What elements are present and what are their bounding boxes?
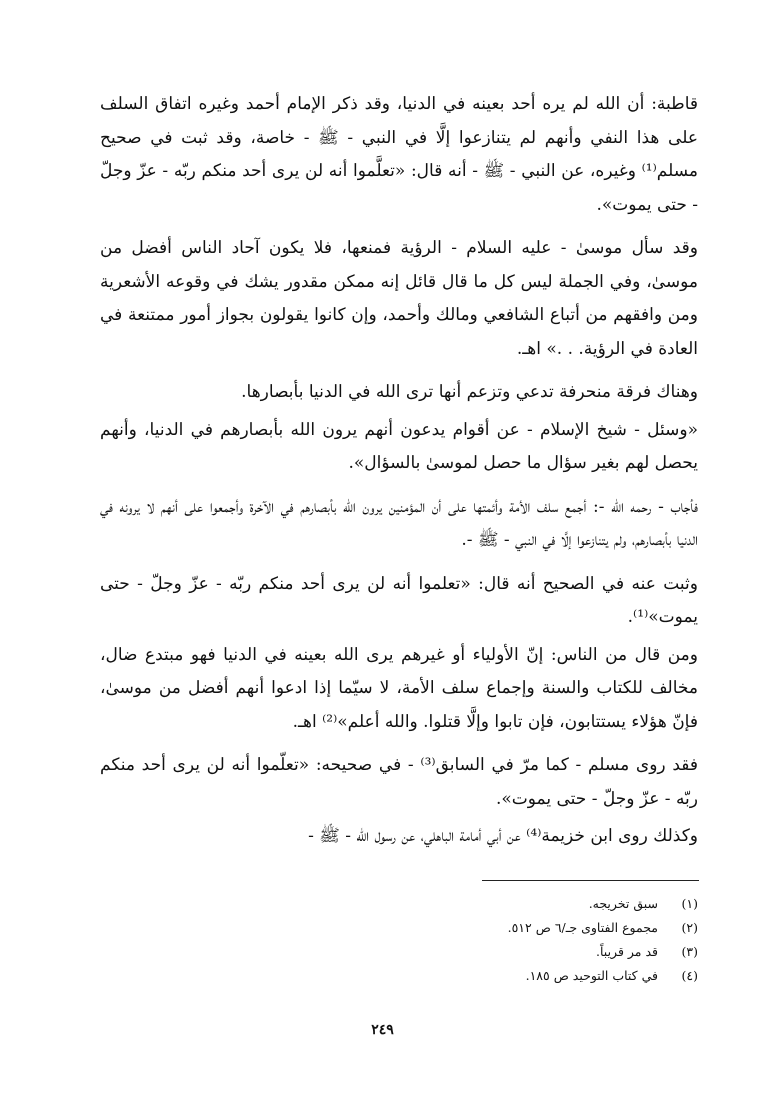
paragraph: وثبت عنه في الصحيح أنه قال: «تعلموا أنه لن يرى أحد منكم ربّه - عزّ وجلّ - حتى يموت»⁽¹⁾.	[100, 573, 698, 627]
paragraph: فأجاب - رحمه الله -: أجمع سلف الأمة وأئمتها على أن المؤمنين يرون الله بأبصارهم في الآخرة وأجمعوا على أنهم لا يرونه في الدنيا بأبصارهم، ولم يتنازعوا إلَّا في النبي - ﷺ -.	[100, 496, 698, 550]
footnote	[300, 964, 698, 988]
page-number: ٢٤٩	[371, 1022, 394, 1038]
paragraph: ومن قال من الناس: إنّ الأولياء أو غيرهم يرى الله بعينه في الدنيا فهو مبتدع ضال، مخالف للكتاب والسنة وإجماع سلف الأمة، لا سيّما إذا ادعوا أنهم أفضل من موسىٰ، فإنّ هؤلاء يستتابون، فإن تابوا وإلَّا قتلوا. والله أعلم»⁽²⁾ اهـ.	[100, 644, 698, 732]
footnote	[300, 916, 698, 940]
footnote-number: (٤)	[681, 968, 698, 983]
footnote-text: في كتاب التوحيد ص ١٨٥.	[525, 968, 658, 983]
footnotes	[300, 892, 698, 988]
paragraph: وهناك فرقة منحرفة تدعي وتزعم أنها ترى الله في الدنيا بأبصارها.	[241, 382, 698, 402]
footnote-number: (١)	[681, 896, 698, 911]
paragraph: وقد سأل موسىٰ - عليه السلام - الرؤية فمنعها، فلا يكون آحاد الناس أفضل من موسىٰ، وفي الجملة ليس كل ما قال قائل إنه ممكن مقدور يشك في وقوعه الأشعرية ومن وافقهم من أتباع الشافعي ومالك وأحمد، وإن كانوا يقولون بجواز أمور ممتنعة في العادة في الرؤية. . .» اهـ.	[100, 238, 698, 359]
footnote-number: (٣)	[681, 944, 698, 959]
main-text	[100, 88, 698, 854]
footnote-text: مجموع الفتاوى جـ/٦ ص ٥١٢.	[507, 920, 658, 935]
footnote-number: (٢)	[681, 920, 698, 935]
paragraph: وكذلك روى ابن خزيمة⁽⁴⁾ عن أبي أمامة الباهلي، عن رسول الله - ﷺ -	[308, 826, 698, 846]
footnote	[300, 892, 698, 916]
footnote-text: قد مر قريباً.	[596, 944, 658, 959]
paragraph: قاطبة: أن الله لم يره أحد بعينه في الدنيا، وقد ذكر الإمام أحمد وغيره اتفاق السلف على هذا النفي وأنهم لم يتنازعوا إلَّا في النبي - ﷺ - خاصة، وقد ثبت في صحيح مسلم⁽¹⁾ وغيره، عن النبي - ﷺ - أنه قال: «تعلَّموا أنه لن يرى أحد منكم ربّه - عزّ وجلّ - حتى يموت».	[100, 94, 698, 215]
paragraph: فقد روى مسلم - كما مرّ في السابق⁽³⁾ - في صحيحه: «تعلّموا أنه لن يرى أحد منكم ربّه - عزّ وجلّ - حتى يموت».	[100, 755, 699, 809]
footnote-divider	[482, 880, 699, 881]
footnote-text: سبق تخريجه.	[588, 896, 658, 911]
paragraph: «وسئل - شيخ الإسلام - عن أقوام يدعون أنهم يرون الله بأبصارهم في الدنيا، وأنهم يحصل لهم بغير سؤال ما حصل لموسىٰ بالسؤال».	[100, 419, 698, 473]
footnote	[300, 940, 698, 964]
